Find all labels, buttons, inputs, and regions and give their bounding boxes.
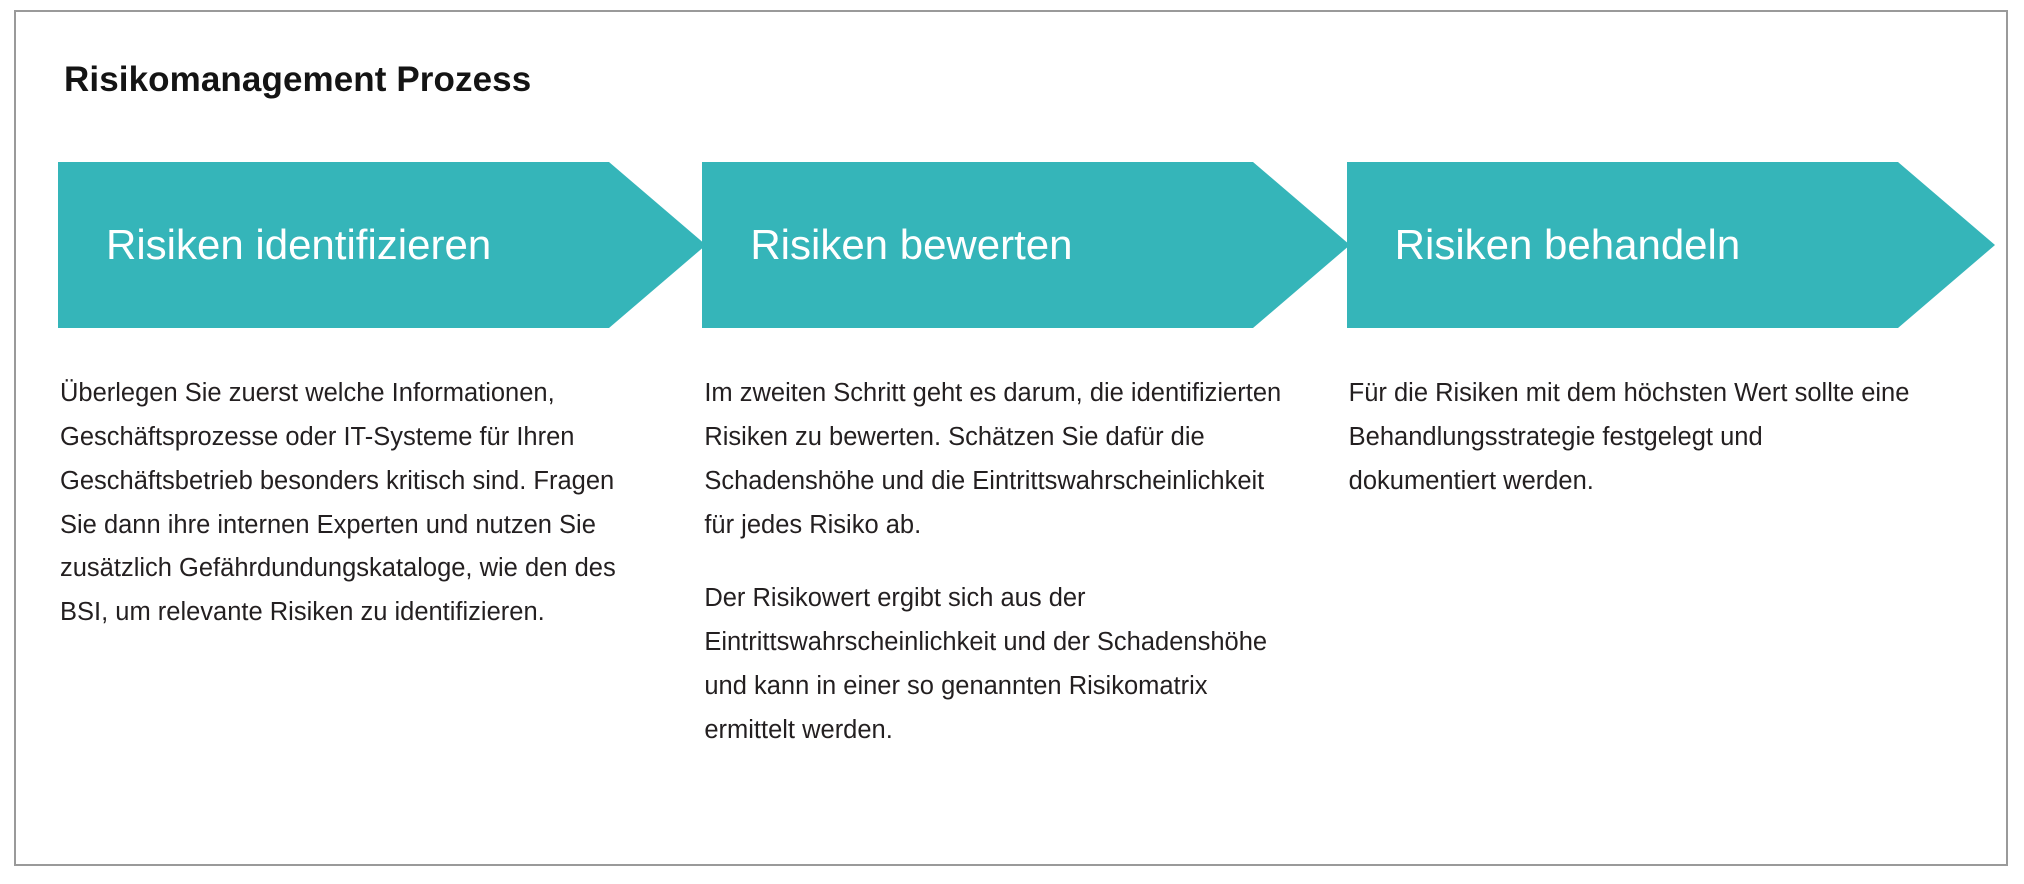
step-1-label: Risiken identifizieren (106, 221, 492, 268)
diagram-frame (14, 10, 2008, 866)
step-1-chevron-wrap (58, 152, 699, 328)
process-step-3 (1347, 152, 1988, 504)
process-steps (58, 152, 1988, 753)
page-title: Risikomanagement Prozess (64, 60, 532, 99)
step-2-chevron-wrap (702, 152, 1343, 328)
step-1-body (58, 372, 620, 635)
step-2-label: Risiken bewerten (750, 221, 1073, 268)
step-1-paragraph-1: Überlegen Sie zuerst welche Informationen, Geschäftsprozesse oder IT-Systeme für Ihren Geschäftsbetrieb besonders kritisch sind. Fragen Sie dann ihre internen Experten und nutzen Sie zusätzlich Gefährdundungskataloge, wie den des BSI, um relevante Risiken zu identifizieren. (60, 379, 616, 627)
step-3-body (1347, 372, 1914, 504)
step-3-chevron-wrap (1347, 152, 1988, 328)
step-2-paragraph-2: Der Risikowert ergibt sich aus der Eintrittswahrscheinlichkeit und der Schadenshöhe und kann in einer so genannten Risikomatrix ermittelt werden. (704, 584, 1268, 745)
process-step-2 (702, 152, 1343, 753)
step-3-paragraph-1: Für die Risiken mit dem höchsten Wert sollte eine Behandlungsstrategie festgelegt und dokumentiert werden. (1348, 379, 1910, 495)
step-3-label: Risiken behandeln (1394, 221, 1741, 268)
process-step-1 (58, 152, 699, 635)
step-2-body (702, 372, 1284, 753)
step-2-paragraph-1: Im zweiten Schritt geht es darum, die identifizierten Risiken zu bewerten. Schätzen Sie dafür die Schadenshöhe und die Eintrittswahrscheinlichkeit für jedes Risiko ab. (704, 379, 1282, 539)
